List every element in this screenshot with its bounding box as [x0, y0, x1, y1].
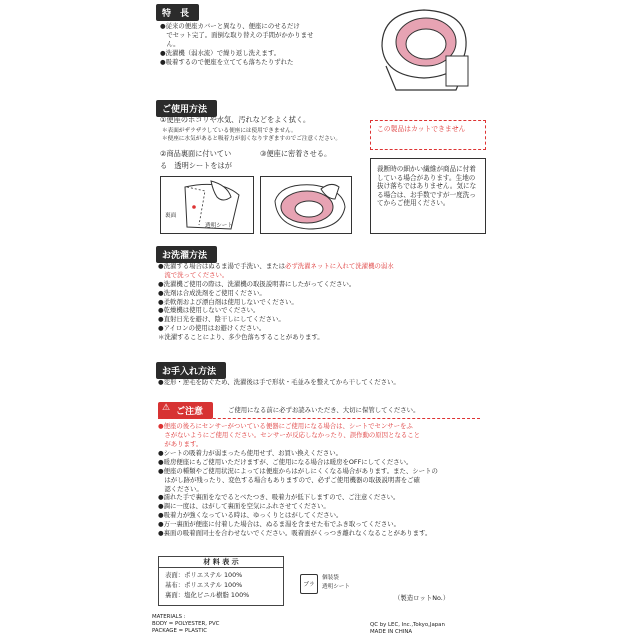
caution-list: ●シートの吸着力が弱まったら使用せず、お買い換えください。 ●暖房便座にもご使用いただけますが、ご使用になる場合は暖房をOFFにしてください。 ●便座の種類やご使用状況によっては便座からはがしにくくなる場合があります。また、シートの はがし跡が残ったり、変色する場合もありますので、必ずご使用機器の取扱説明書をご確 認ください。 ●濡れた手で裏面をなでるとべたつき、吸着力が低下しますので、ご注意ください。 ●調に一度は、はがして裏面を空気にふれさせてください。 ●吸着力が強くなっている時は、ゆっくりとはがしてください。 ●万一裏面が便座に付着した場合は、ぬるま湯を含ませた布でふき取ってください。 ●裏面の吸着面同士を合わせないでください。吸着面がくっつき離れなくなることがあります。 [158, 449, 438, 538]
care-header: お手入れ方法 [156, 362, 226, 379]
step-3-illustration [260, 176, 352, 234]
wash-line: 流で洗ってください。 [158, 270, 229, 279]
usage-step-1: ①便座のホコリや水気、汚れなどをよく拭く。 [160, 115, 311, 124]
caution-red-list: ●便座の後ろにセンサーがついている便器にご使用になる場合は、シートでセンサーをふ さがないようにご使用ください。センサーが反応しなかったり、誤作動の原因となること があります。 [158, 422, 421, 448]
wash-line: ＊洗濯することにより、多少色落ちすることがあります。 [158, 333, 324, 342]
wash-line: ●アイロンの使用はお避けください。 [158, 324, 266, 333]
recycle-label-sheet: 透明シート [322, 584, 350, 590]
feature-line: ●吸着するので便座を立てても落ちたりずれた [160, 57, 294, 66]
materials-table [158, 556, 284, 606]
toilet-seat-illustration [376, 6, 472, 92]
usage-header: ご使用方法 [156, 100, 217, 117]
usage-step-2b: る 透明シートをはが [160, 161, 232, 170]
wash-line: ●洗剤は合成洗剤をご使用ください。 [158, 288, 266, 297]
wash-line: ●乾燥機は使用しないでください。 [158, 306, 260, 315]
footer-maker: QC by LEC, Inc.,Tokyo,Japan MADE IN CHINA [370, 622, 445, 635]
recycle-label-bag: 個装袋 [322, 575, 339, 581]
label-back-side: 裏面 [165, 213, 177, 219]
fiber-note-box: 裁断時の細かい繊維が商品に付着している場合があります。生地の抜け落ちではありません。気になる場合は、お手数ですが一度洗ってからご使用ください。 [370, 158, 486, 234]
product-label-sheet [148, 0, 492, 640]
usage-step-2a: ②商品裏面に付いてい [160, 149, 232, 158]
warning-icon: ⚠ [162, 403, 171, 413]
wash-line: ●洗濯する場合はぬるま湯で手洗い、または必ず洗濯ネットに入れて洗濯機の弱水 [158, 262, 394, 270]
features-list [160, 22, 313, 66]
cut-warning-box: この製品はカットできません [370, 120, 486, 150]
caution-divider [158, 418, 480, 419]
care-text: ●変形・逆毛を防ぐため、洗濯後は手で形状・毛並みを整えてから干してください。 [158, 378, 400, 386]
step-2-illustration [160, 176, 254, 234]
wash-header: お洗濯方法 [156, 246, 217, 263]
usage-note-1: ＊表面がザラザラしている便座には使用できません。 [162, 128, 297, 134]
feature-line: ●洗濯機（弱水流）で繰り返し洗えます。 [160, 48, 281, 57]
feature-line: ●従来の便座カバーと異なり、便座にのせるだけ [160, 22, 300, 30]
feature-line: ん。 [160, 39, 180, 48]
wash-list [158, 262, 394, 342]
label-clear-sheet: 透明シート [205, 223, 233, 229]
footer-materials: MATERIALS : BODY = POLYESTER, PVC PACKAGE = PLASTIC [152, 614, 220, 634]
materials-title: 材 料 表 示 [159, 557, 283, 568]
caution-subtitle: ご使用になる前に必ずお読みいただき、大切に保管してください。 [228, 406, 420, 414]
features-header: 特 長 [156, 4, 199, 21]
materials-row: 裏面：塩化ビニル樹脂 100% [165, 591, 250, 599]
materials-row: 表面：ポリエステル 100% [165, 571, 243, 579]
wash-line: ●柔軟剤および漂白剤は使用しないでください。 [158, 297, 298, 306]
feature-line: でセット完了。面倒な取り替えの手間がかかりませ [160, 30, 314, 39]
usage-note-2: ＊便座に水気があると吸着力が弱くなりすぎますのでご注意ください。 [162, 136, 342, 142]
caution-header: ⚠ ご注意 [158, 402, 213, 419]
materials-row: 基布：ポリエステル 100% [165, 581, 243, 589]
wash-line: ●洗濯機ご使用の際は、洗濯機の取扱説明書にしたがってください。 [158, 279, 356, 288]
usage-step-3: ③便座に密着させる。 [260, 149, 332, 158]
recycle-plastic-icon: プラ [300, 574, 318, 594]
lot-number-label: （製造ロットNo.） [394, 594, 450, 602]
wash-line: ●直射日光を避け、陰干しにしてください。 [158, 315, 285, 324]
